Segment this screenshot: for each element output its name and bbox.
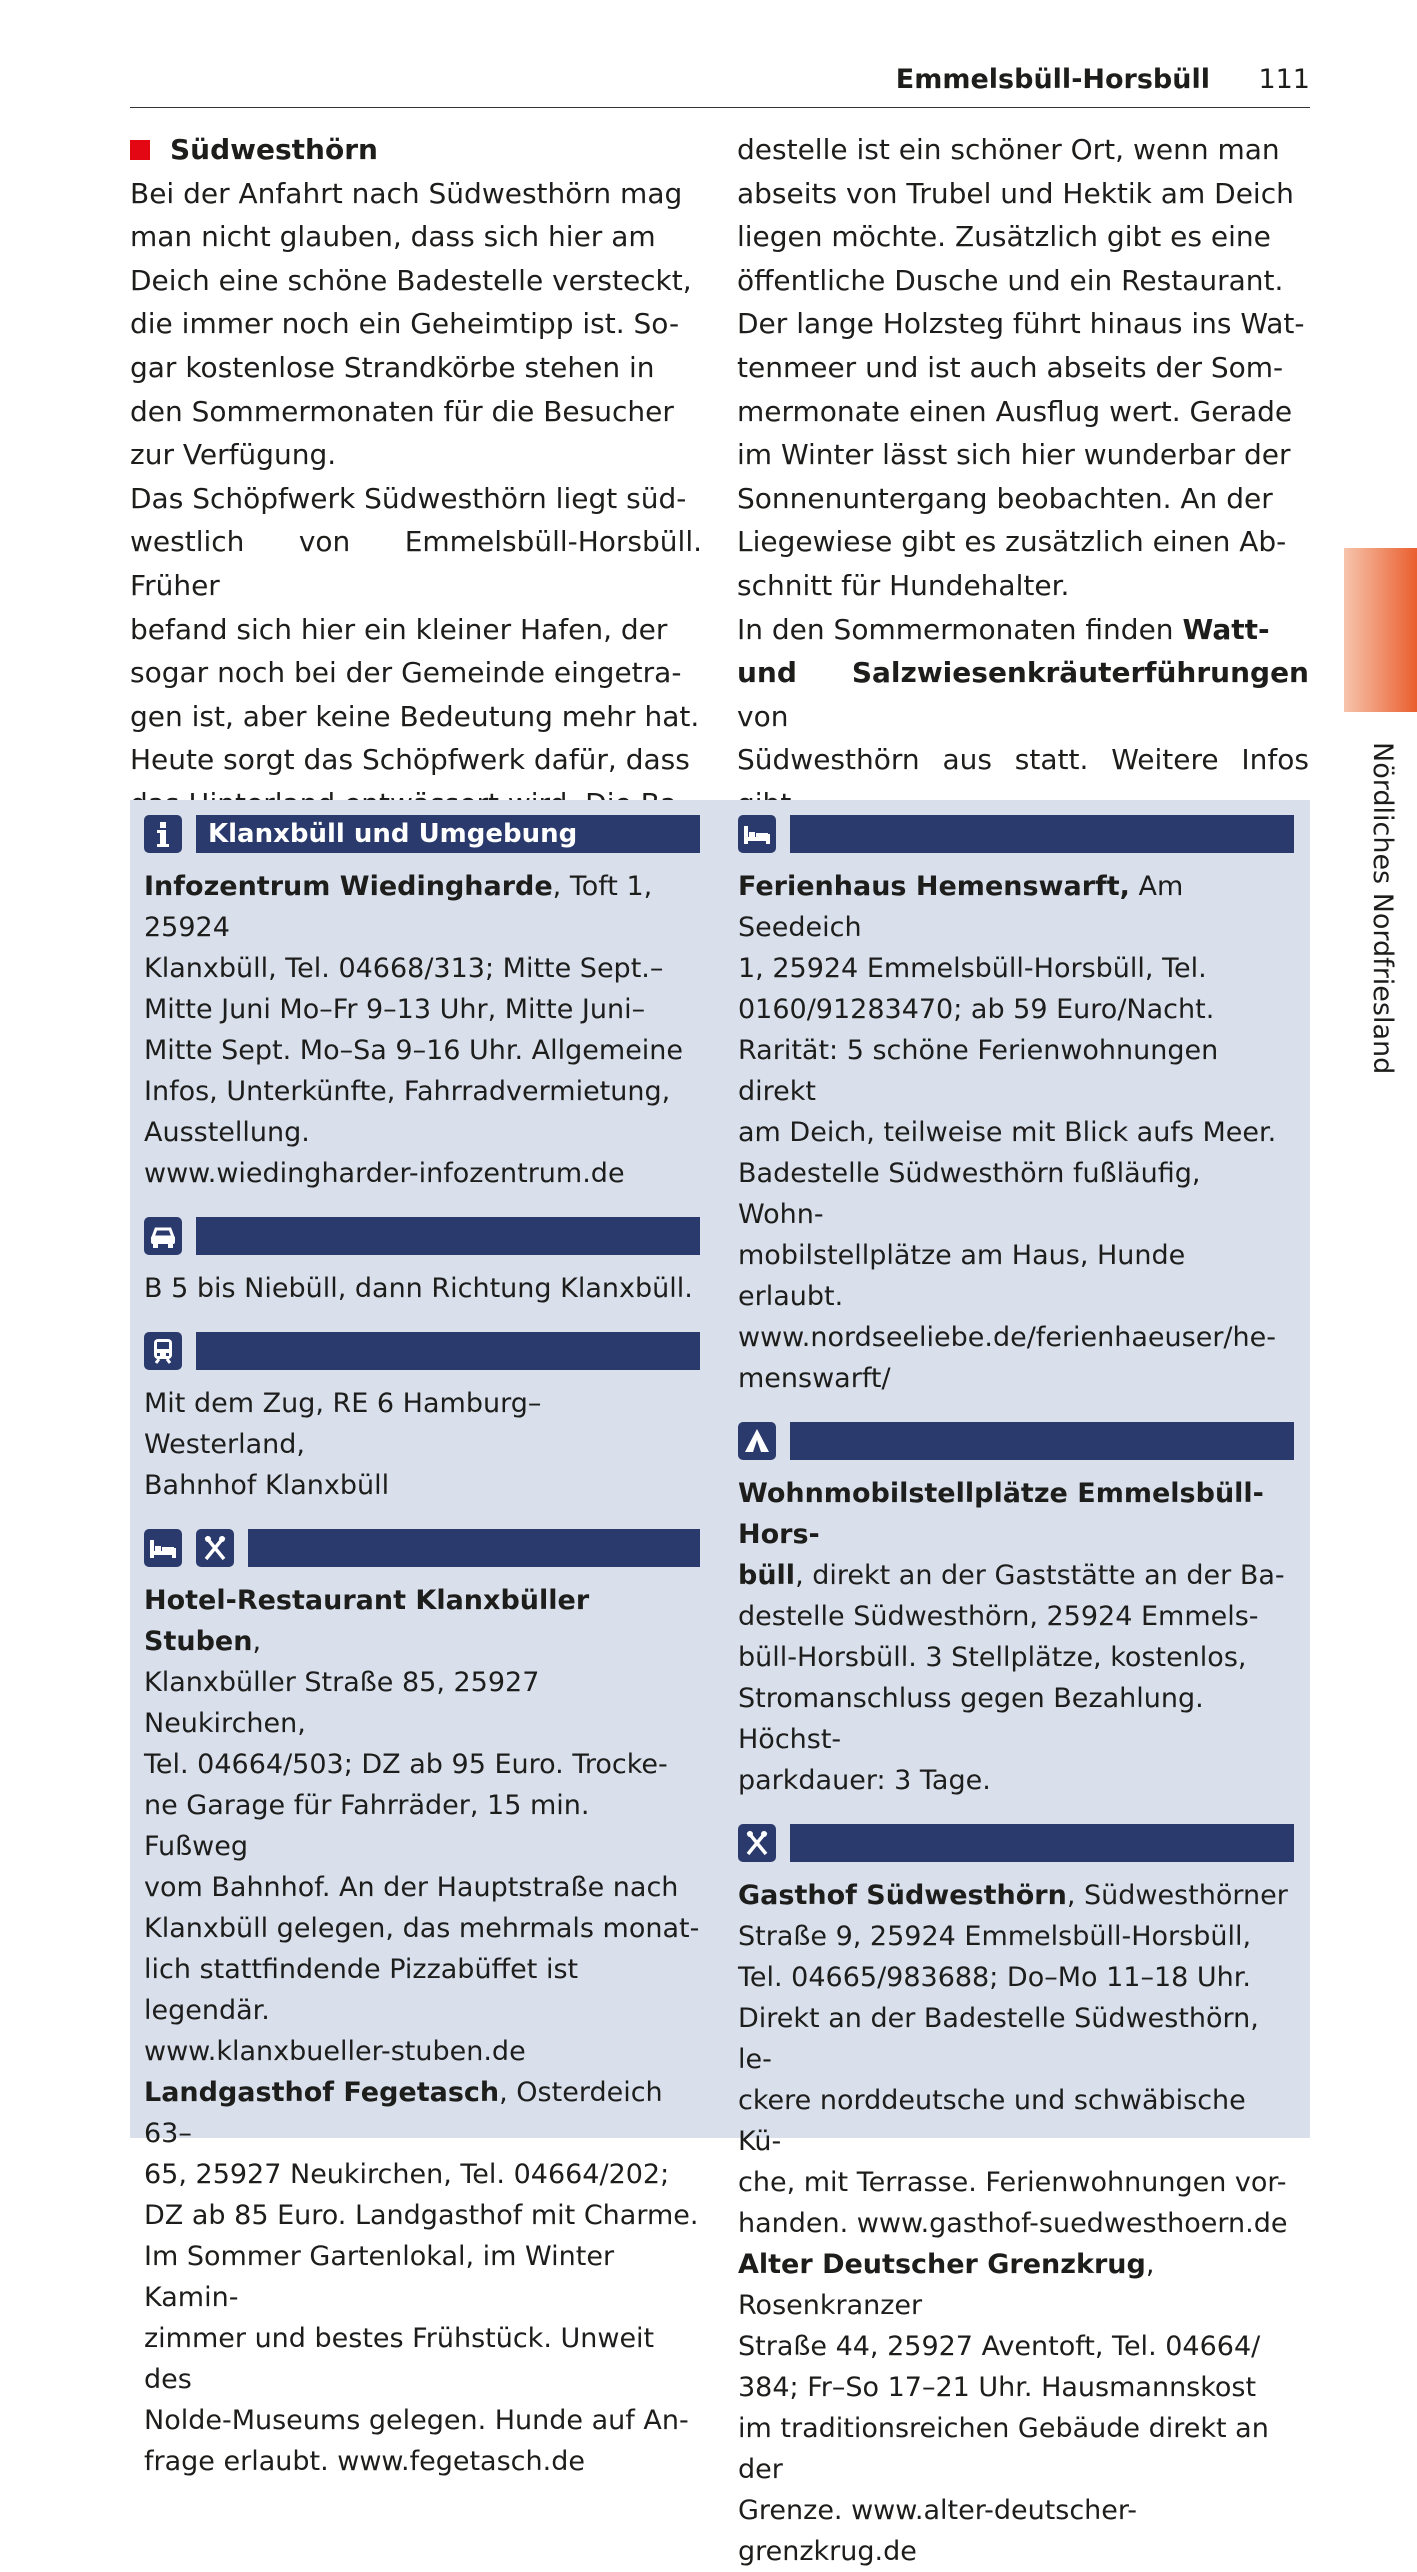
intro-line: Heute sorgt das Schöpfwerk dafür, dass	[130, 743, 690, 777]
intro-line: liegen möchte. Zusätzlich gibt es eine	[737, 220, 1271, 254]
intro-text: In den Sommermonaten finden	[737, 612, 1183, 646]
info-icon	[144, 815, 182, 853]
entry-name: Infozentrum Wiedingharde	[144, 871, 553, 902]
gasthof-block	[738, 1823, 1294, 2572]
intro-line: abseits von Trubel und Hektik am Deich	[737, 176, 1294, 210]
intro-line: Liegewiese gibt es zusätzlich einen Ab-	[737, 525, 1287, 559]
entry-line: Straße 44, 25927 Aventoft, Tel. 04664/	[738, 2331, 1261, 2362]
entry-line: Grenze. www.alter-deutscher-grenzkrug.de	[738, 2495, 1138, 2567]
info-left-column	[144, 800, 700, 2482]
info-bar-label: Klanxbüll und Umgebung	[196, 815, 700, 853]
camping-block	[738, 1421, 1294, 1801]
chapter-label-text: Nördliches Nordfriesland	[1367, 742, 1398, 1075]
entry-text: , direkt an der Gaststätte an der Ba-	[795, 1560, 1285, 1591]
intro-line: Südwesthörn aus statt. Weitere Infos	[737, 743, 1309, 777]
entry-line: zimmer und bestes Frühstück. Unweit des	[144, 2323, 655, 2395]
bed-icon	[144, 1529, 182, 1567]
intro-line: westlich von Emmelsbüll-Horsbüll. Früher	[130, 525, 702, 602]
entry-line: B 5 bis Niebüll, dann Richtung Klanxbüll.	[144, 1273, 693, 1304]
chapter-label	[1363, 742, 1401, 1102]
entry-name: Hotel-Restaurant Klanxbüller Stuben	[144, 1585, 590, 1657]
intro-right-column	[737, 128, 1309, 869]
running-title: Emmelsbüll-Horsbüll	[895, 64, 1210, 95]
ferienhaus-block	[738, 814, 1294, 1399]
entry-text: ,	[252, 1626, 262, 1657]
entry-line: Mitte Sept. Mo–Sa 9–16 Uhr. Allgemeine	[144, 1035, 684, 1066]
entry-line: 65, 25927 Neukirchen, Tel. 04664/202;	[144, 2159, 670, 2190]
restaurant-icon	[738, 1824, 776, 1862]
ferienhaus-bar-fill	[790, 815, 1294, 853]
intro-text: von	[737, 699, 789, 733]
entry-line: Mitte Juni Mo–Fr 9–13 Uhr, Mitte Juni–	[144, 994, 646, 1025]
info-panel	[130, 800, 1310, 2567]
entry-line: Klanxbüll gelegen, das mehrmals monat-	[144, 1913, 700, 1944]
intro-line: sogar noch bei der Gemeinde eingetra-	[130, 656, 682, 690]
entry-name: Ferienhaus Hemenswarft,	[738, 871, 1130, 902]
entry-line: ne Garage für Fahrräder, 15 min. Fußweg	[144, 1790, 590, 1862]
intro-line: gen ist, aber keine Bedeutung mehr hat.	[130, 699, 700, 733]
entry-line: DZ ab 85 Euro. Landgasthof mit Charme.	[144, 2200, 699, 2231]
intro-line	[737, 651, 1309, 738]
entry-line: 1, 25924 Emmelsbüll-Horsbüll, Tel.	[738, 953, 1207, 984]
camping-bar-fill	[790, 1422, 1294, 1460]
entry-name: Wohnmobilstellplätze Emmelsbüll-Hors-	[738, 1478, 1264, 1550]
entry-text: , Rosenkranzer	[738, 2249, 1155, 2321]
train-block	[144, 1331, 700, 1506]
entry-line	[738, 1473, 1294, 1555]
page-number: 111	[1258, 64, 1310, 95]
entry-line: Bahnhof Klanxbüll	[144, 1470, 390, 1501]
intro-line: Der lange Holzsteg führt hinaus ins Wat-	[737, 307, 1305, 341]
gasthof-bar	[738, 1823, 1294, 1863]
intro-line: gar kostenlose Strandkörbe stehen in	[130, 350, 655, 384]
entry-text: , Osterdeich 63–	[144, 2077, 663, 2149]
intro-line: befand sich hier ein kleiner Hafen, der	[130, 612, 668, 646]
entry-line: Im Sommer Gartenlokal, im Winter Kamin-	[144, 2241, 615, 2313]
car-block	[144, 1216, 700, 1309]
entry-url[interactable]: menswarft/	[738, 1363, 891, 1394]
intro-line: öffentliche Dusche und ein Restaurant.	[737, 263, 1284, 297]
intro-line: den Sommermonaten für die Besucher	[130, 394, 674, 428]
entry-name: Landgasthof Fegetasch	[144, 2077, 500, 2108]
entry-text: , Toft 1, 25924	[144, 871, 653, 943]
tent-icon	[738, 1422, 776, 1460]
entry-line	[144, 1580, 700, 1662]
info-right-column	[738, 800, 1294, 2572]
intro-line: mermonate einen Ausflug wert. Gerade	[737, 394, 1293, 428]
intro-line: tenmeer und ist auch abseits der Som-	[737, 350, 1284, 384]
camping-bar	[738, 1421, 1294, 1461]
entry-line: Straße 9, 25924 Emmelsbüll-Horsbüll,	[738, 1921, 1252, 1952]
entry-line	[738, 2244, 1294, 2326]
intro-line: Das Schöpfwerk Südwesthörn liegt süd-	[130, 481, 687, 515]
intro-line: Bei der Anfahrt nach Südwesthörn mag	[130, 176, 683, 210]
entry-name: Gasthof Südwesthörn	[738, 1880, 1067, 1911]
entry-line: Infos, Unterkünfte, Fahrradvermietung,	[144, 1076, 671, 1107]
entry-line: Stromanschluss gegen Bezahlung. Höchst-	[738, 1683, 1204, 1755]
hotel-bar-fill	[248, 1529, 700, 1567]
intro-line	[737, 608, 1309, 652]
entry-line	[144, 866, 700, 948]
entry-line: ckere norddeutsche und schwäbische Kü-	[738, 2085, 1246, 2157]
entry-line: parkdauer: 3 Tage.	[738, 1765, 991, 1796]
entry-line: mobilstellplätze am Haus, Hunde erlaubt.	[738, 1240, 1186, 1312]
hotel-block	[144, 1528, 700, 2482]
car-bar-fill	[196, 1217, 700, 1255]
entry-url[interactable]: www.wiedingharder-infozentrum.de	[144, 1158, 625, 1189]
page-header	[130, 64, 1310, 108]
red-square-marker-icon	[130, 140, 150, 160]
entry-url[interactable]: www.nordseeliebe.de/ferienhaeuser/he-	[738, 1322, 1276, 1353]
entry-line: Direkt an der Badestelle Südwesthörn, le-	[738, 2003, 1259, 2075]
train-icon	[144, 1332, 182, 1370]
entry-line: destelle Südwesthörn, 25924 Emmels-	[738, 1601, 1259, 1632]
intro-line: die immer noch ein Geheimtipp ist. So-	[130, 307, 680, 341]
intro-bold-text: Watt-	[1182, 612, 1270, 646]
entry-line: büll-Horsbüll. 3 Stellplätze, kostenlos,	[738, 1642, 1247, 1673]
intro-line: im Winter lässt sich hier wunderbar der	[737, 438, 1291, 472]
entry-line: im traditionsreichen Gebäude direkt an der	[738, 2413, 1269, 2485]
restaurant-icon	[196, 1529, 234, 1567]
entry-name: Alter Deutscher Grenzkrug	[738, 2249, 1146, 2280]
entry-line: 0160/91283470; ab 59 Euro/Nacht.	[738, 994, 1215, 1025]
intro-line: Sonnenuntergang beobachten. An der	[737, 481, 1273, 515]
entry-line: Klanxbüller Straße 85, 25927 Neukirchen,	[144, 1667, 540, 1739]
info-bar	[144, 814, 700, 854]
entry-line: am Deich, teilweise mit Blick aufs Meer.	[738, 1117, 1277, 1148]
hotel-bar	[144, 1528, 700, 1568]
entry-line: Nolde-Museums gelegen. Hunde auf An-	[144, 2405, 689, 2436]
entry-line: Klanxbüll, Tel. 04668/313; Mitte Sept.–	[144, 953, 664, 984]
entry-line: Ausstellung.	[144, 1117, 310, 1148]
entry-line: Mit dem Zug, RE 6 Hamburg–Westerland,	[144, 1388, 542, 1460]
car-bar	[144, 1216, 700, 1256]
intro-line: schnitt für Hundehalter.	[737, 568, 1070, 602]
entry-line	[738, 1555, 1294, 1596]
bed-icon	[738, 815, 776, 853]
entry-line: che, mit Terrasse. Ferienwohnungen vor-	[738, 2167, 1287, 2198]
chapter-tab	[1344, 548, 1417, 712]
intro-bold-text: und Salzwiesenkräuterführungen	[737, 656, 1309, 690]
car-icon	[144, 1217, 182, 1255]
train-bar	[144, 1331, 700, 1371]
section-heading	[130, 128, 702, 172]
entry-line	[738, 1875, 1294, 1916]
entry-line: Badestelle Südwesthörn fußläufig, Wohn-	[738, 1158, 1201, 1230]
entry-line: 384; Fr–So 17–21 Uhr. Hausmannskost	[738, 2372, 1257, 2403]
train-bar-fill	[196, 1332, 700, 1370]
entry-line: Rarität: 5 schöne Ferienwohnungen direkt	[738, 1035, 1219, 1107]
intro-line: destelle ist ein schöner Ort, wenn man	[737, 133, 1280, 166]
entry-line: lich stattfindende Pizzabüffet ist legendär.	[144, 1954, 579, 2026]
ferienhaus-bar	[738, 814, 1294, 854]
entry-line: Tel. 04665/983688; Do–Mo 11–18 Uhr.	[738, 1962, 1251, 1993]
entry-line: vom Bahnhof. An der Hauptstraße nach	[144, 1872, 679, 1903]
gasthof-bar-fill	[790, 1824, 1294, 1862]
entry-line	[144, 2072, 700, 2154]
info-block	[144, 814, 700, 1194]
entry-line: Tel. 04664/503; DZ ab 95 Euro. Trocke-	[144, 1749, 668, 1780]
entry-url[interactable]: www.klanxbueller-stuben.de	[144, 2036, 526, 2067]
intro-line: man nicht glauben, dass sich hier am	[130, 220, 656, 254]
intro-left-column	[130, 128, 702, 826]
intro-line: zur Verfügung.	[130, 438, 337, 472]
section-heading-text: Südwesthörn	[170, 133, 378, 166]
entry-text: Am Seedeich	[738, 871, 1184, 943]
entry-line: handen. www.gasthof-suedwesthoern.de	[738, 2208, 1288, 2239]
entry-name: büll	[738, 1560, 796, 1591]
entry-line: frage erlaubt. www.fegetasch.de	[144, 2446, 585, 2477]
entry-line	[738, 866, 1294, 948]
intro-line: Deich eine schöne Badestelle versteckt,	[130, 263, 692, 297]
entry-text: , Südwesthörner	[1066, 1880, 1288, 1911]
